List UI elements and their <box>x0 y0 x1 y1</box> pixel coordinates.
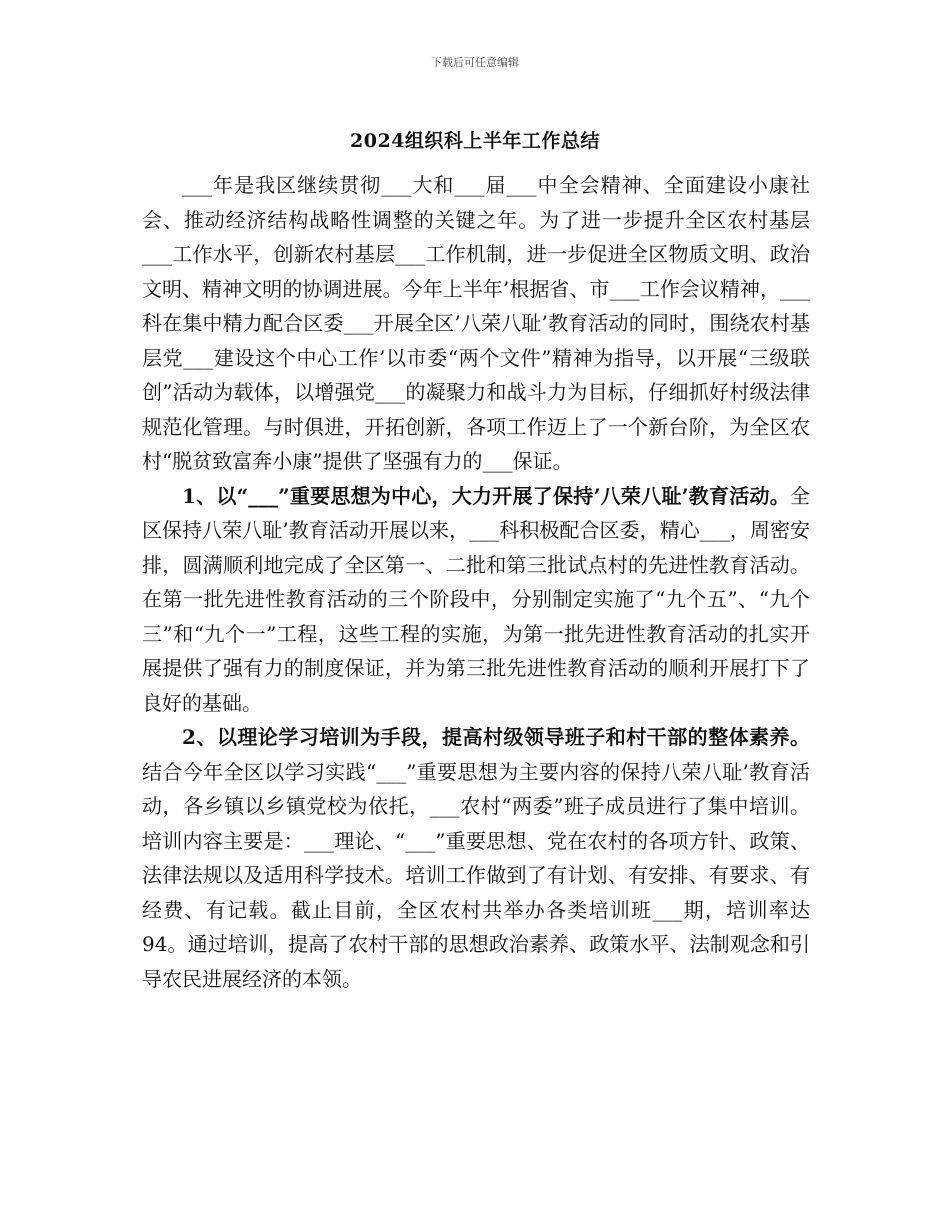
section-1-heading: 1、以“___”重要思想为中心，大力开展了保持’八荣八耻’教育活动。 <box>182 483 790 508</box>
intro-paragraph-text: ___年是我区继续贯彻___大和___届___中全会精神、全面建设小康社会、推动经济结构战略性调整的关键之年。为了进一步提升全区农村基层___工作水平，创新农村基层___工作机制，进一步促进全区物质文明、政治文明、精神文明的协调进展。今年上半年’根据省、市___工作会议精神，___科在集中精力配合区委___开展全区’八荣八耻’教育活动的同时，围绕农村基层党___建设这个中心工作’以市委“两个文件”精神为指导，以开展“三级联创”活动为载体，以增强党___的凝聚力和战斗力为目标，仔细抓好村级法律规范化管理。与时俱进，开拓创新，各项工作迈上了一个新台阶，为全区农村“脱贫致富奔小康”提供了坚强有力的___保证。 <box>142 173 810 473</box>
intro-paragraph <box>142 168 810 479</box>
document-body <box>142 168 810 996</box>
section-2-paragraph <box>142 720 810 996</box>
section-2-text: 结合今年全区以学习实践“___”重要思想为主要内容的保持八荣八耻’教育活动，各乡镇以乡镇党校为依托，___农村“两委”班子成员进行了集中培训。培训内容主要是：___理论、“___”重要思想、党在农村的各项方针、政策、法律法规以及适用科学技术。培训工作做到了有计划、有安排、有要求、有经费、有记载。截止目前，全区农村共举办各类培训班___期，培训率达94。通过培训，提高了农村干部的思想政治素养、政策水平、法制观念和引导农民进展经济的本领。 <box>142 759 810 991</box>
section-1-text: 全区保持八荣八耻’教育活动开展以来，___科积极配合区委，精心___，周密安排，圆满顺利地完成了全区第一、二批和第三批试点村的先进性教育活动。在第一批先进性教育活动的三个阶段中，分别制定实施了“九个五”、“九个三”和“九个一”工程，这些工程的实施，为第一批先进性教育活动的扎实开展提供了强有力的制度保证，并为第三批先进性教育活动的顺利开展打下了良好的基础。 <box>142 483 810 715</box>
section-1-paragraph <box>142 479 810 721</box>
document-title: 2024组织科上半年工作总结 <box>350 130 600 152</box>
section-2-heading: 2、以理论学习培训为手段，提高村级领导班子和村干部的整体素养。 <box>182 725 810 749</box>
download-note: 下载后可任意编辑 <box>431 56 519 69</box>
